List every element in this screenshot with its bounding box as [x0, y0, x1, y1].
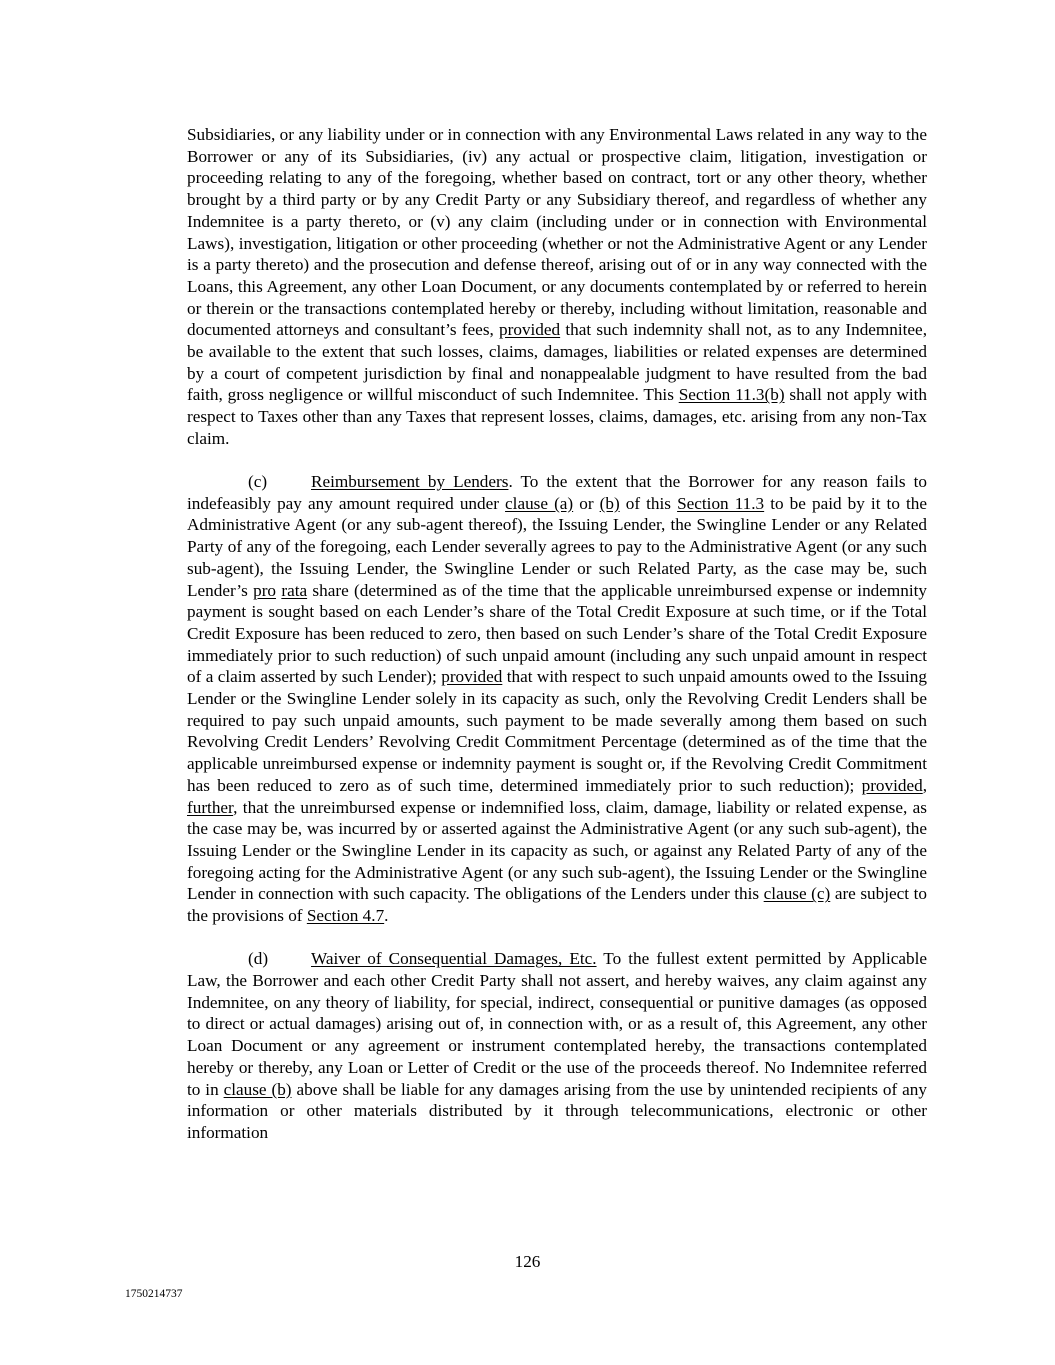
text-run: above shall be liable for any damages arising from the use by unintended recipients of any information or other materials distributed by it through telecommunications, electronic or other information [187, 1079, 927, 1142]
text-run: share (determined as of the time that the applicable unreimbursed expense or indemnity payment is sought based on each Lender’s share of the Total Credit Exposure at such time, or if the Total Credit Exposure has been reduced to zero, then based on such Lender’s share of the Total Credit Exposure immediately prior to such reduction) of such unpaid amount (including any such unpaid amount in respect of a claim asserted by such Lender); [187, 580, 928, 687]
text-run: To the fullest extent permitted by Applicable Law, the Borrower and each other Credit Party shall not assert, and hereby waives, any claim against any Indemnitee, on any theory of liability, for special, indirect, consequential or punitive damages (as opposed to direct or actual damages) arising out of, in connection with, or as a result of, this Agreement, any other Loan Document or any agreement or instrument contemplated hereby, the transactions contemplated hereby or thereby, any Loan or Letter of Credit or the use of the proceeds thereof. No Indemnitee referred to in [187, 949, 927, 1099]
clause-reference: clause (c) [763, 884, 831, 904]
clause-heading: Waiver of Consequential Damages, Etc. [311, 949, 597, 969]
text-run: . To the extent that the Borrower for any reason fails to indefeasibly pay any amount required under [187, 472, 927, 513]
clause-reference: (b) [599, 493, 620, 513]
document-body [187, 124, 927, 1144]
page-number: 126 [514, 1252, 541, 1271]
section-reference: Section 4.7 [306, 906, 385, 926]
underlined-term-rata: rata [281, 580, 308, 600]
text-run: Subsidiaries, or any liability under or in connection with any Environmental Laws related in any way to the Borrower or any of its Subsidiaries, (iv) any actual or prospective claim, litigation, investigation or proceeding relating to any of the foregoing, whether based on contract, tort or any other theory, whether brought by a third party or by any Credit Party or any Subsidiary thereof, and regardless of whether any Indemnitee is a party thereto, or (v) any claim (including under or in connection with Environmental Laws), investigation, litigation or other proceeding (whether or not the Administrative Agent or any Lender is a party thereto) and the prosecution and defense thereof, arising out of or in any way connected with the Loans, this Agreement, any other Loan Document, or any documents contemplated by or referred to herein or therein or the transactions contemplated hereby or thereby, including without limitation, reasonable and documented attorneys and consultant’s fees, [187, 125, 927, 340]
clause-label: (d) [248, 949, 269, 969]
text-run: are subject to the provisions of [187, 884, 927, 926]
text-run: shall not apply with respect to Taxes other than any Taxes that represent losses, claims, damages, etc. arising from any non-Tax claim. [187, 385, 927, 448]
paragraph-indemnity-continued [187, 124, 927, 450]
paragraph-reimbursement-by-lenders [187, 471, 927, 927]
clause-heading: Reimbursement by Lenders [311, 472, 509, 492]
section-reference: Section 11.3(b) [678, 385, 785, 405]
text-run: or [573, 493, 600, 513]
text-run: that with respect to such unpaid amounts owed to the Issuing Lender or the Swingline Lender solely in its capacity as such, only the Revolving Credit Lenders shall be required to pay such unpaid amounts, such payment to be made severally among them based on such Revolving Credit Lenders’ Revolving Credit Commitment Percentage (determined as of the time that the applicable unreimbursed expense or indemnity payment is sought or, if the Revolving Credit Commitment has been reduced to zero as of such time, determined immediately prior to such reduction); [187, 667, 927, 795]
document-id: 1750214737 [125, 1288, 183, 1300]
text-run: . [384, 906, 389, 926]
underlined-term-provided: provided [441, 667, 503, 687]
text-run: that such indemnity shall not, as to any Indemnitee, be available to the extent that such losses, claims, damages, liabilities or related expenses are determined by a court of competent jurisdiction by final and nonappealable judgment to have resulted from the bad faith, gross negligence or willful misconduct of such Indemnitee. This [187, 320, 927, 405]
section-reference: Section 11.3 [677, 493, 765, 513]
text-run: , that the unreimbursed expense or indemnified loss, claim, damage, liability or related expense, as the case may be, was incurred by or asserted against the Administrative Agent (or any such sub-agent), the Issuing Lender or the Swingline Lender in its capacity as such, or against any Related Party of any of the foregoing acting for the Administrative Agent (or any such sub-agent), the Issuing Lender or the Swingline Lender in connection with such capacity. The obligations of the Lenders under this [187, 797, 927, 904]
clause-label: (c) [248, 472, 268, 492]
underlined-term-further: further [187, 797, 234, 817]
underlined-term-pro: pro [253, 580, 277, 600]
text-run: to be paid by it to the Administrative Agent (or any sub-agent thereof), the Issuing Lender, the Swingline Lender or any Related Party of any of the foregoing, each Lender severally agrees to pay to the Administrative Agent (or any such sub-agent), the Issuing Lender, the Swingline Lender or such Related Party, as the case may be, such Lender’s [187, 493, 927, 600]
underlined-term-provided: provided [499, 320, 561, 340]
clause-reference: clause (b) [223, 1079, 292, 1099]
underlined-term-provided: provided [861, 775, 923, 795]
text-run: of this [619, 493, 678, 513]
text-run: , [922, 775, 927, 795]
clause-reference: clause (a) [505, 493, 574, 513]
paragraph-waiver-of-consequential-damages [187, 948, 927, 1143]
